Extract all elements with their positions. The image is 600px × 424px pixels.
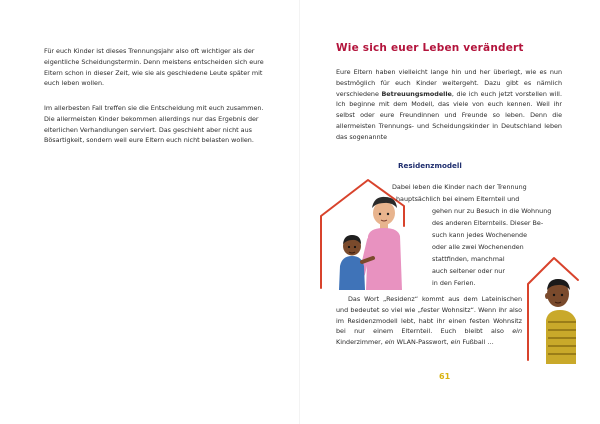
wrap-line-2: hauptsächlich bei einem Elternteil und (396, 195, 520, 203)
wrap-line-1: Dabei leben die Kinder nach der Trennung (392, 183, 527, 191)
explanation-text-end: Fußball … (460, 338, 494, 347)
intro-bold-term: Betreuungsmodelle (381, 89, 452, 98)
wrap-line-3: gehen nur zu Besuch in die Wohnung (432, 207, 552, 215)
wrap-line-7: stattfinden, manchmal (432, 255, 505, 263)
intro-text-end: , die ich euch jetzt vorstellen will. Ich beginne mit dem Modell, das viele von euch kennen. Weil ihr selbst oder eure Freundinnen und Freunde so leben. Denn die allermeisten Trennungs- und Scheidungskinder in Deutschland leben das sogenannte (336, 89, 562, 141)
left-paragraph-1: Für euch Kinder ist dieses Trennungsjahr also oft wichtiger als der eigentliche Scheidungstermin. Denn meistens entscheiden sich eure Eltern schon in dieser Zeit, wie sie als geschiedene Leute später mit euch leben wollen. (44, 47, 264, 88)
model-subheading: Residenzmodell (398, 161, 462, 170)
explanation-text: Das Wort „Residenz“ kommt aus dem Lateinischen und bedeutet so viel wie „fester Wohnsitz“. Wenn ihr also im Residenzmodell lebt, habt ihr einen festen Wohnsitz bei nur einem Elternteil. Euch bleibt also (336, 295, 522, 336)
intro-text-start: Eure Eltern haben vielleicht lange hin und her überlegt, wie es nun bestmöglich für euch Kinder weitergeht. Dazu gibt es nämlich verschiedene (336, 68, 562, 98)
explanation-text-3: WLAN-Passwort, (394, 338, 451, 347)
wrap-line-6: oder alle zwei Wochenenden (432, 243, 524, 251)
wrap-line-8: auch seltener oder nur (432, 267, 505, 275)
wrap-line-4: des anderen Elternteils. Dieser Be- (432, 219, 544, 227)
emphasis-ein-2: ein (384, 338, 395, 347)
right-intro-paragraph (336, 67, 562, 143)
emphasis-ein-3: ein (450, 338, 461, 347)
wrap-line-5: such kann jedes Wochenende (432, 231, 528, 239)
page-number: 61 (439, 372, 451, 381)
residenz-explanation-paragraph (336, 294, 522, 348)
emphasis-ein-1: ein (512, 327, 522, 336)
section-heading: Wie sich euer Leben verändert (336, 42, 524, 54)
left-paragraph-2: Im allerbesten Fall treffen sie die Entscheidung mit euch zusammen. Die allermeisten Kinder bekommen allerdings nur das Ergebnis der elterlichen Verhandlungen serviert. Das geschieht aber nicht aus Bösartigkeit, sondern weil eure Eltern euch nicht belasten wollen. (44, 104, 264, 145)
explanation-text-2: Kinderzimmer, (336, 338, 385, 347)
wrap-line-9: in den Ferien. (432, 279, 476, 287)
child-house-illustration (524, 254, 580, 364)
